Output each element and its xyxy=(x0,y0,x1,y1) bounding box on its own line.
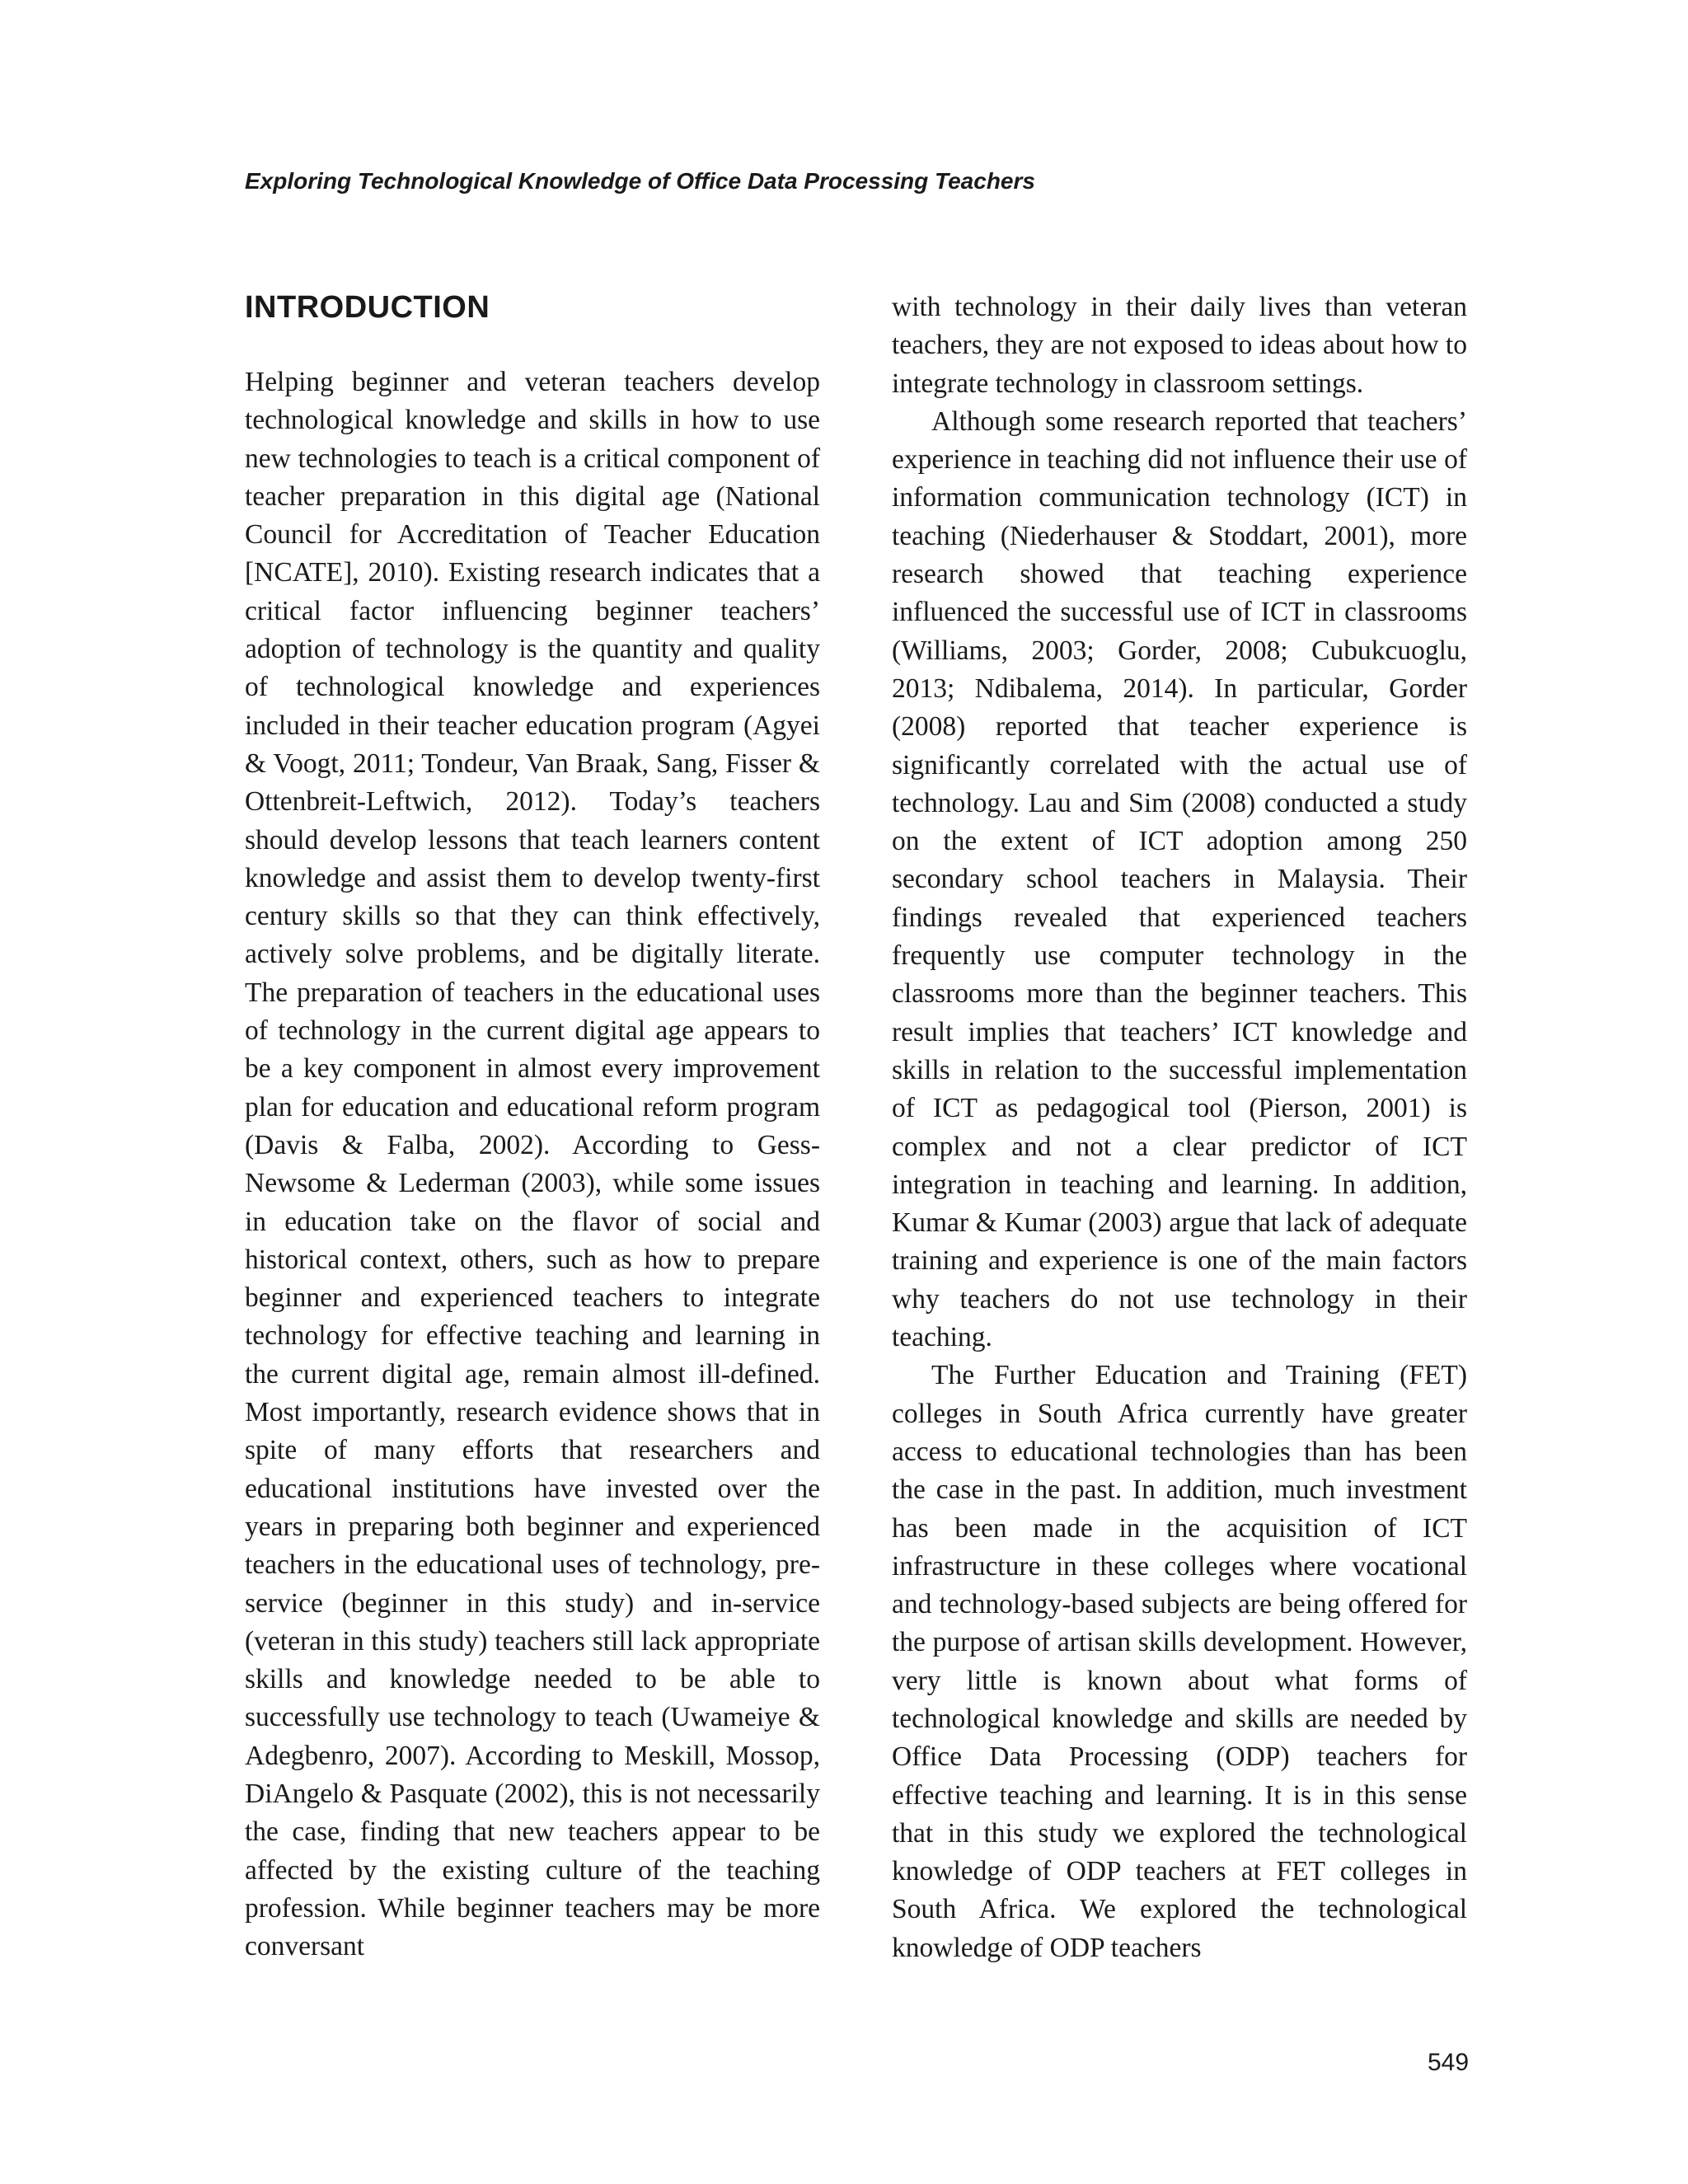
page-number: 549 xyxy=(1428,2049,1470,2076)
body-paragraph: Helping beginner and veteran teachers develop technological knowledge and skills in how to use new technologies to teach is a critical component of teacher preparation in this digital age (National Council for Accreditation of Teacher Education [NCATE], 2010). Existing research indicates that a critical factor influencing beginner teachers’ adoption of technology is the quantity and quality of technological knowledge and experiences included in their teacher education program (Agyei & Voogt, 2011; Tondeur, Van Braak, Sang, Fisser & Ottenbreit-Leftwich, 2012). Today’s teachers should develop lessons that teach learners content knowledge and assist them to develop twenty-first century skills so that they can think effectively, actively solve problems, and be digitally literate. The preparation of teachers in the educational uses of technology in the current digital age appears to be a key component in almost every improvement plan for education and educational reform program (Davis & Falba, 2002). According to Gess-Newsome & Lederman (2003), while some issues in education take on the flavor of social and historical context, others, such as how to prepare beginner and experienced teachers to integrate technology for effective teaching and learning in the current digital age, remain almost ill-defined. Most importantly, research evidence shows that in spite of many efforts that researchers and educational institutions have invested over the years in preparing both beginner and experienced teachers in the educational uses of technology, pre-service (beginner in this study) and in-service (veteran in this study) teachers still lack appropriate skills and knowledge needed to be able to successfully use technology to teach (Uwameiye & Adegbenro, 2007). According to Meskill, Mossop, DiAngelo & Pasquate (2002), this is not necessarily the case, finding that new teachers appear to be affected by the existing culture of the teaching profession. While beginner teachers may be more conversant xyxy=(245,367,820,1962)
body-paragraph: The Further Education and Training (FET) colleges in South Africa currently have greater access to educational technologies than has been the case in the past. In addition, much investment has been made in the acquisition of ICT infrastructure in these colleges where vocational and technology-based subjects are being offered for the purpose of artisan skills development. However, very little is known about what forms of technological knowledge and skills are needed by Office Data Processing (ODP) teachers for effective teaching and learning. It is in this sense that in this study we explored the technological knowledge of ODP teachers at FET colleges in South Africa. We explored the technological knowledge of ODP teachers xyxy=(892,1360,1467,1963)
left-column xyxy=(245,363,820,1966)
right-column xyxy=(892,288,1467,1967)
body-paragraph: Although some research reported that teachers’ experience in teaching did not influence their use of information communication technology (ICT) in teaching (Niederhauser & Stoddart, 2001), more research showed that teaching experience influenced the successful use of ICT in classrooms (Williams, 2003; Gorder, 2008; Cubukcuoglu, 2013; Ndibalema, 2014). In particular, Gorder (2008) reported that teacher experience is significantly correlated with the actual use of technology. Lau and Sim (2008) conducted a study on the extent of ICT adoption among 250 secondary school teachers in Malaysia. Their findings revealed that experienced teachers frequently use computer technology in the classrooms more than the beginner teachers. This result implies that teachers’ ICT knowledge and skills in relation to the successful implementation of ICT as pedagogical tool (Pierson, 2001) is complex and not a clear predictor of ICT integration in teaching and learning. In addition, Kumar & Kumar (2003) argue that lack of adequate training and experience is one of the main factors why teachers do not use technology in their teaching. xyxy=(892,405,1467,1353)
section-heading: INTRODUCTION xyxy=(245,290,490,325)
running-header: Exploring Technological Knowledge of Office Data Processing Teachers xyxy=(245,168,1035,194)
body-paragraph-continuation: with technology in their daily lives than veteran teachers, they are not exposed to ideas about how to integrate technology in classroom settings. xyxy=(892,292,1467,399)
